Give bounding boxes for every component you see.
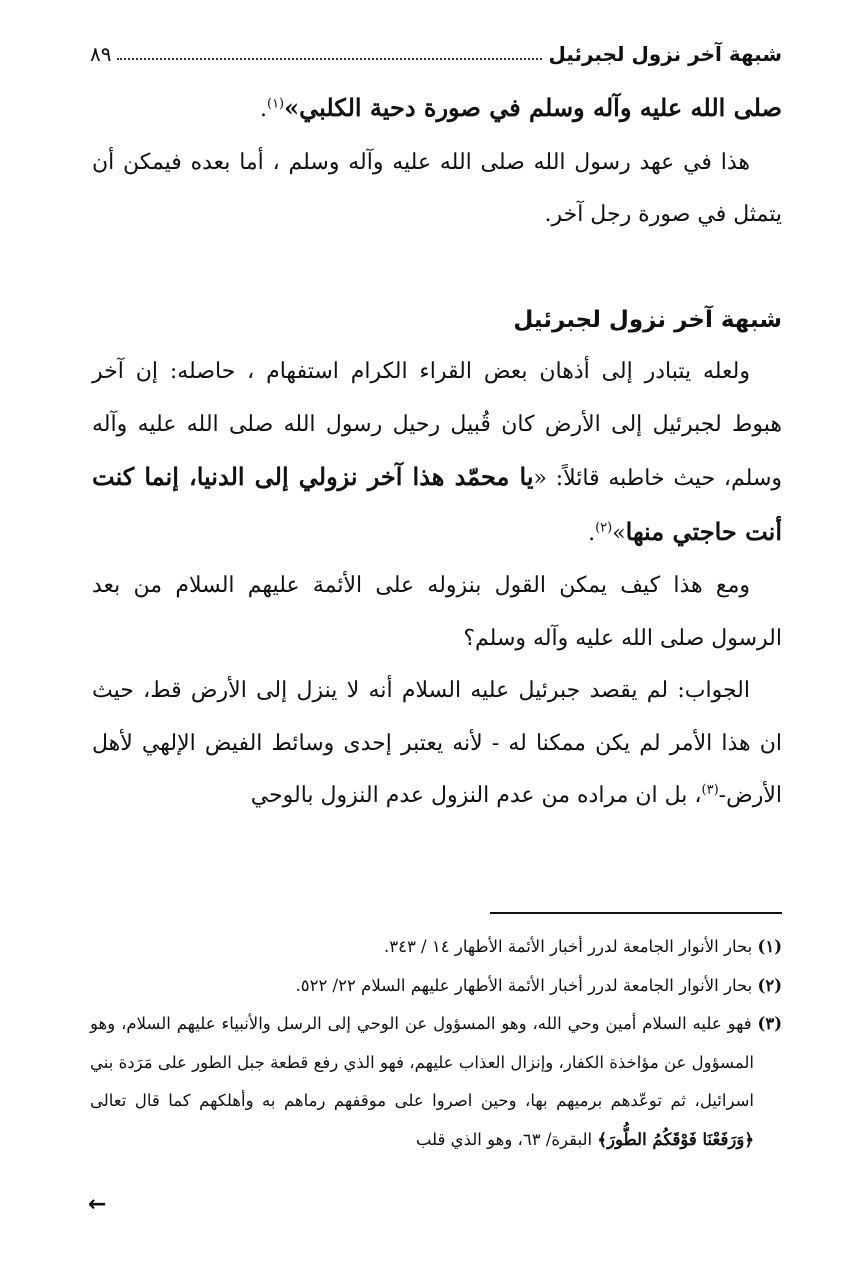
paragraph-1: هذا في عهد رسول الله صلى الله عليه وآله وسلم ، أما بعده فيمكن أن يتمثل في صورة رجل آخر. <box>92 149 782 227</box>
gabriel-quote: يا محمّد هذا آخر نزولي إلى الدنيا، إنما كنت أنت حاجتي منها <box>92 462 782 546</box>
header-dot-leader <box>117 58 542 60</box>
footnote-2 <box>90 967 782 1006</box>
paragraph-2-text: ولعله يتبادر إلى أذهان بعض القراء الكرام استفهام ، حاصله: إن آخر هبوط لجبرئيل إلى الأرض كان قُبيل رحيل رسول الله صلى الله عليه وآله وسلم، حيث خاطبه قائلاً: « <box>92 359 782 491</box>
footnote-ref-2: (٢) <box>595 520 613 536</box>
footnote-1 <box>90 928 782 967</box>
paragraph-4-rest: ، بل ان مراده من عدم النزول عدم النزول بالوحي <box>250 783 702 808</box>
footnote-3-number: (٣) <box>757 1014 782 1033</box>
footnote-ref-1: (١) <box>266 96 285 112</box>
main-text <box>92 82 782 823</box>
continue-arrow-icon: ← <box>88 1192 107 1217</box>
page-header <box>90 32 782 66</box>
footnote-2-number: (٢) <box>757 975 782 995</box>
continued-line: صلى الله عليه وآله وسلم في صورة دحية الكلبي»$^{(١)}$. <box>259 93 782 122</box>
running-title: شبهة آخر نزول لجبرئيل <box>548 42 782 66</box>
footnote-3-rest: البقرة/ ٦٣، وهو الذي قلب <box>415 1129 593 1149</box>
page-number: ٨٩ <box>90 42 112 66</box>
footnote-1-number: (١) <box>757 937 782 956</box>
footnote-2-text: بحار الأنوار الجامعة لدرر أخبار الأئمة الأطهار عليهم السلام ٢٢/ ٥٢٢. <box>295 975 753 995</box>
paragraph-2: ولعله يتبادر إلى أذهان بعض القراء الكرام استفهام ، حاصله: إن آخر هبوط لجبرئيل إلى الأرض كان قُبيل رحيل رسول الله صلى الله عليه وآله وسلم، حيث خاطبه قائلاً: «يا محمّد هذا آخر نزولي إلى الدنيا، إنما كنت أنت حاجتي منها»$^{(٢)}$. <box>92 359 782 546</box>
footnote-divider <box>490 912 782 914</box>
paragraph-4 <box>92 665 782 823</box>
quote-close: » <box>612 520 626 546</box>
footnote-1-text: بحار الأنوار الجامعة لدرر أخبار الأئمة الأطهار ١٤ / ٣٤٣. <box>383 937 753 956</box>
continued-quote: صلى الله عليه وآله وسلم في صورة دحية الكلبي» <box>284 93 782 122</box>
section-heading: شبهة آخر نزول لجبرئيل <box>513 306 782 333</box>
footnote-ref-3: (٣) <box>701 782 719 798</box>
footnotes <box>90 928 782 1159</box>
quran-verse: ﴿وَرَفَعْنَا فَوْقَكُمُ الطُّورَ﴾ <box>597 1129 754 1149</box>
footnote-3 <box>90 1005 782 1159</box>
paragraph-4-text: الجواب: لم يقصد جبرئيل عليه السلام أنه لا ينزل إلى الأرض قط، حيث ان هذا الأمر لم يكن ممكنا له - لأنه يعتبر إحدى وسائط الفيض الإلهي لأهل الأرض- <box>92 678 782 808</box>
footnote-3-text: فهو عليه السلام أمين وحي الله، وهو المسؤول عن الوحي إلى الرسل والأنبياء عليهم السلام، وهو المسؤول عن مؤاخذة الكفار، وإنزال العذاب عليهم، فهو الذي رفع قطعة جبل الطور على مَرَدة بني اسرائيل، ثم توعّدهم برميهم بها، وحين اصروا على موقفهم رماهم به وأهلكهم كما قال تعالى <box>90 1014 754 1110</box>
paragraph-3: ومع هذا كيف يمكن القول بنزوله على الأئمة عليهم السلام من بعد الرسول صلى الله عليه وآله وسلم؟ <box>92 573 782 651</box>
